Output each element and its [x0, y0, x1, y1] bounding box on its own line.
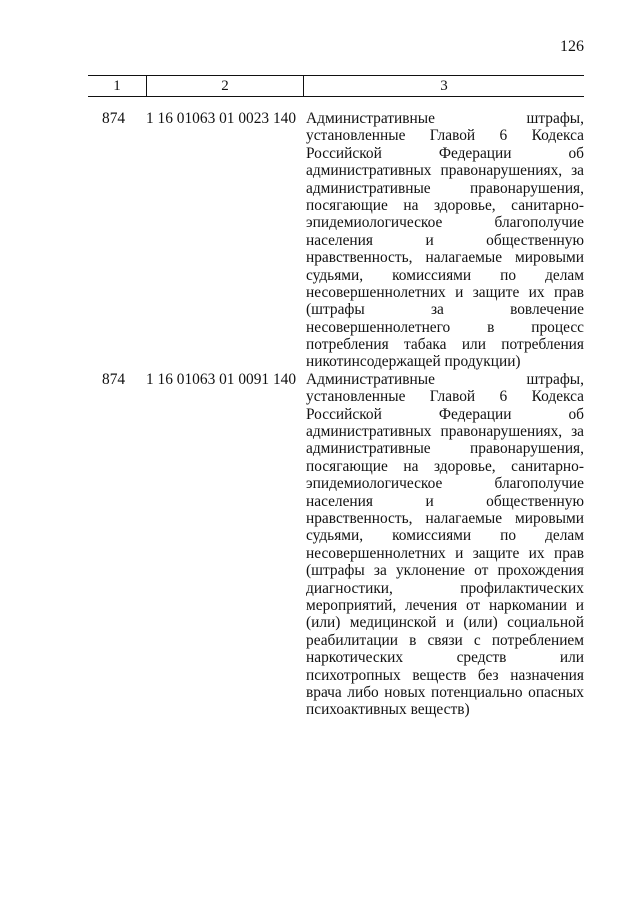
revenue-table	[88, 75, 584, 719]
description-line: несовершеннолетних и защите их прав	[306, 544, 584, 562]
description-line: несовершеннолетних и защите их прав	[306, 283, 584, 301]
table-header-row	[88, 75, 584, 97]
description-line: эпидемиологическое благополучие	[306, 475, 584, 493]
description-line: административные правонарушения,	[306, 179, 584, 197]
kbk-code-cell: 1 16 01063 01 0023 140	[146, 110, 297, 127]
description-cell	[302, 371, 584, 719]
table-row	[88, 110, 584, 371]
admin-code-cell: 874	[102, 110, 126, 127]
header-col-2: 2	[147, 76, 304, 96]
description-line: Российской Федерации об	[306, 144, 584, 162]
description-line: посягающие на здоровье, санитарно-	[306, 196, 584, 214]
description-line: административных правонарушениях, за	[306, 423, 584, 441]
description-line: нравственность, налагаемые мировыми	[306, 249, 584, 267]
description-line: судьями, комиссиями по делам	[306, 266, 584, 284]
description-line: Административные штрафы,	[306, 110, 584, 127]
description-line: административные правонарушения,	[306, 440, 584, 458]
admin-code-cell: 874	[102, 370, 126, 388]
header-col-3: 3	[440, 78, 448, 94]
description-line: никотинсодержащей продукции)	[306, 353, 521, 371]
description-line: (штрафы за вовлечение	[306, 301, 584, 319]
kbk-code-cell: 1 16 01063 01 0091 140	[146, 370, 297, 388]
description-line: эпидемиологическое благополучие	[306, 214, 584, 232]
description-line: нравственность, налагаемые мировыми	[306, 509, 584, 527]
description-line: Российской Федерации об	[306, 405, 584, 423]
description-line: населения и общественную	[306, 231, 584, 249]
description-line: реабилитации в связи с потреблением	[306, 631, 584, 649]
page-number: 126	[560, 38, 584, 55]
description-line: мероприятий, лечения от наркомании и	[306, 596, 584, 614]
table-body	[88, 110, 584, 719]
description-line: (штрафы за уклонение от прохождения	[306, 562, 584, 580]
description-line: установленные Главой 6 Кодекса	[306, 388, 584, 406]
description-line: психоактивных веществ)	[306, 701, 470, 719]
description-line: населения и общественную	[306, 492, 584, 510]
description-line: Административные штрафы,	[306, 370, 584, 388]
description-cell	[302, 110, 584, 371]
header-col-1: 1	[88, 76, 147, 96]
description-line: диагностики, профилактических	[306, 579, 584, 597]
description-line: наркотических средств или	[306, 649, 584, 667]
description-line: врача либо новых потенциально опасных	[306, 683, 584, 701]
description-line: административных правонарушениях, за	[306, 162, 584, 180]
table-row	[88, 371, 584, 719]
description-line: судьями, комиссиями по делам	[306, 527, 584, 545]
description-line: установленные Главой 6 Кодекса	[306, 127, 584, 145]
description-line: посягающие на здоровье, санитарно-	[306, 457, 584, 475]
description-line: психотропных веществ без назначения	[306, 666, 584, 684]
description-line: (или) медицинской и (или) социальной	[306, 614, 584, 632]
description-line: потребления табака или потребления	[306, 336, 584, 354]
description-line: несовершеннолетнего в процесс	[306, 318, 584, 336]
